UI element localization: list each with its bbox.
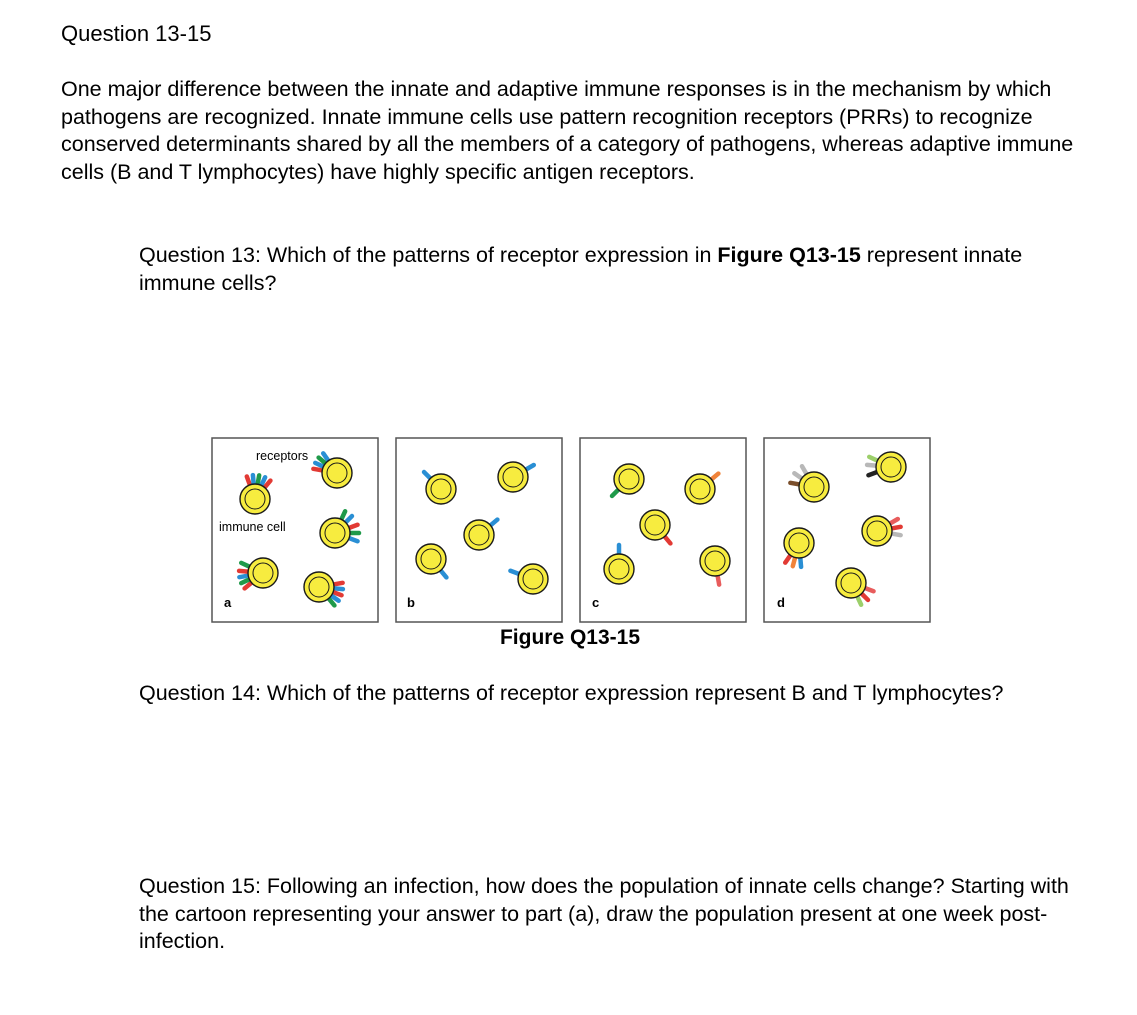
cell-nucleus xyxy=(705,551,725,571)
immune-cell xyxy=(836,568,874,605)
immune-cell xyxy=(685,474,718,504)
immune-cell xyxy=(612,464,644,496)
cell-nucleus xyxy=(253,563,273,583)
cell-nucleus xyxy=(327,463,347,483)
cell-nucleus xyxy=(841,573,861,593)
cell-nucleus xyxy=(804,477,824,497)
question-13-suffix: represent innate immune cells? xyxy=(139,243,1023,295)
cell-nucleus xyxy=(325,523,345,543)
figure-q13-15 xyxy=(211,437,931,623)
intro-paragraph: One major difference between the innate and adaptive immune responses is in the mechanism by which pathogens are recognized. Innate immune cells use pattern recognition receptors (PRRs) to recognize conserved determinants shared by all the members of a category of pathogens, whereas adaptive immune cells (B and T lymphocytes) have highly specific antigen receptors. xyxy=(61,77,1074,184)
immune-cell xyxy=(784,528,814,567)
immune-cell xyxy=(498,462,534,492)
figure-caption: Figure Q13-15 xyxy=(499,626,641,649)
panel-label-a: a xyxy=(224,595,232,610)
label-receptors: receptors xyxy=(256,449,309,463)
immune-cell xyxy=(416,544,446,577)
figure-drawing xyxy=(211,437,931,623)
section-heading: Question 13-15 xyxy=(61,21,212,46)
cell-nucleus xyxy=(431,479,451,499)
label-immune-cell: immune cell xyxy=(219,520,286,534)
cell-nucleus xyxy=(609,559,629,579)
question-13-text: Question 13: Which of the patterns of receptor expression in xyxy=(139,243,718,267)
cell-nucleus xyxy=(469,525,489,545)
panel-label-c: c xyxy=(592,595,600,610)
immune-cell xyxy=(304,572,343,605)
immune-cells xyxy=(239,452,906,605)
cell-nucleus xyxy=(619,469,639,489)
immune-cell xyxy=(313,453,352,488)
cell-nucleus xyxy=(867,521,887,541)
immune-cell xyxy=(424,472,456,504)
cell-nucleus xyxy=(421,549,441,569)
immune-cell xyxy=(239,558,278,588)
cell-nucleus xyxy=(245,489,265,509)
cell-nucleus xyxy=(309,577,329,597)
immune-cell xyxy=(862,516,901,546)
cell-nucleus xyxy=(881,457,901,477)
question-15: Question 15: Following an infection, how does the population of innate cells change? Starting with the cartoon representing your answer to part (a), draw the population present at one week post-infection. xyxy=(139,874,1069,953)
immune-cell xyxy=(867,452,906,482)
immune-cell xyxy=(604,545,634,584)
immune-cell xyxy=(510,564,548,594)
panel-label-b: b xyxy=(407,595,415,610)
cell-nucleus xyxy=(645,515,665,535)
immune-cell xyxy=(240,475,270,514)
cell-nucleus xyxy=(690,479,710,499)
immune-cell xyxy=(700,546,730,585)
cell-nucleus xyxy=(503,467,523,487)
figure-reference: Figure Q13-15 xyxy=(717,243,861,267)
cell-nucleus xyxy=(523,569,543,589)
panel-label-d: d xyxy=(777,595,785,610)
immune-cell xyxy=(464,520,497,550)
immune-cell xyxy=(640,510,670,543)
immune-cell xyxy=(320,511,359,548)
question-13 xyxy=(139,242,1079,297)
question-14: Question 14: Which of the patterns of receptor expression represent B and T lymphocytes? xyxy=(139,681,1004,705)
immune-cell xyxy=(790,466,829,502)
cell-nucleus xyxy=(789,533,809,553)
